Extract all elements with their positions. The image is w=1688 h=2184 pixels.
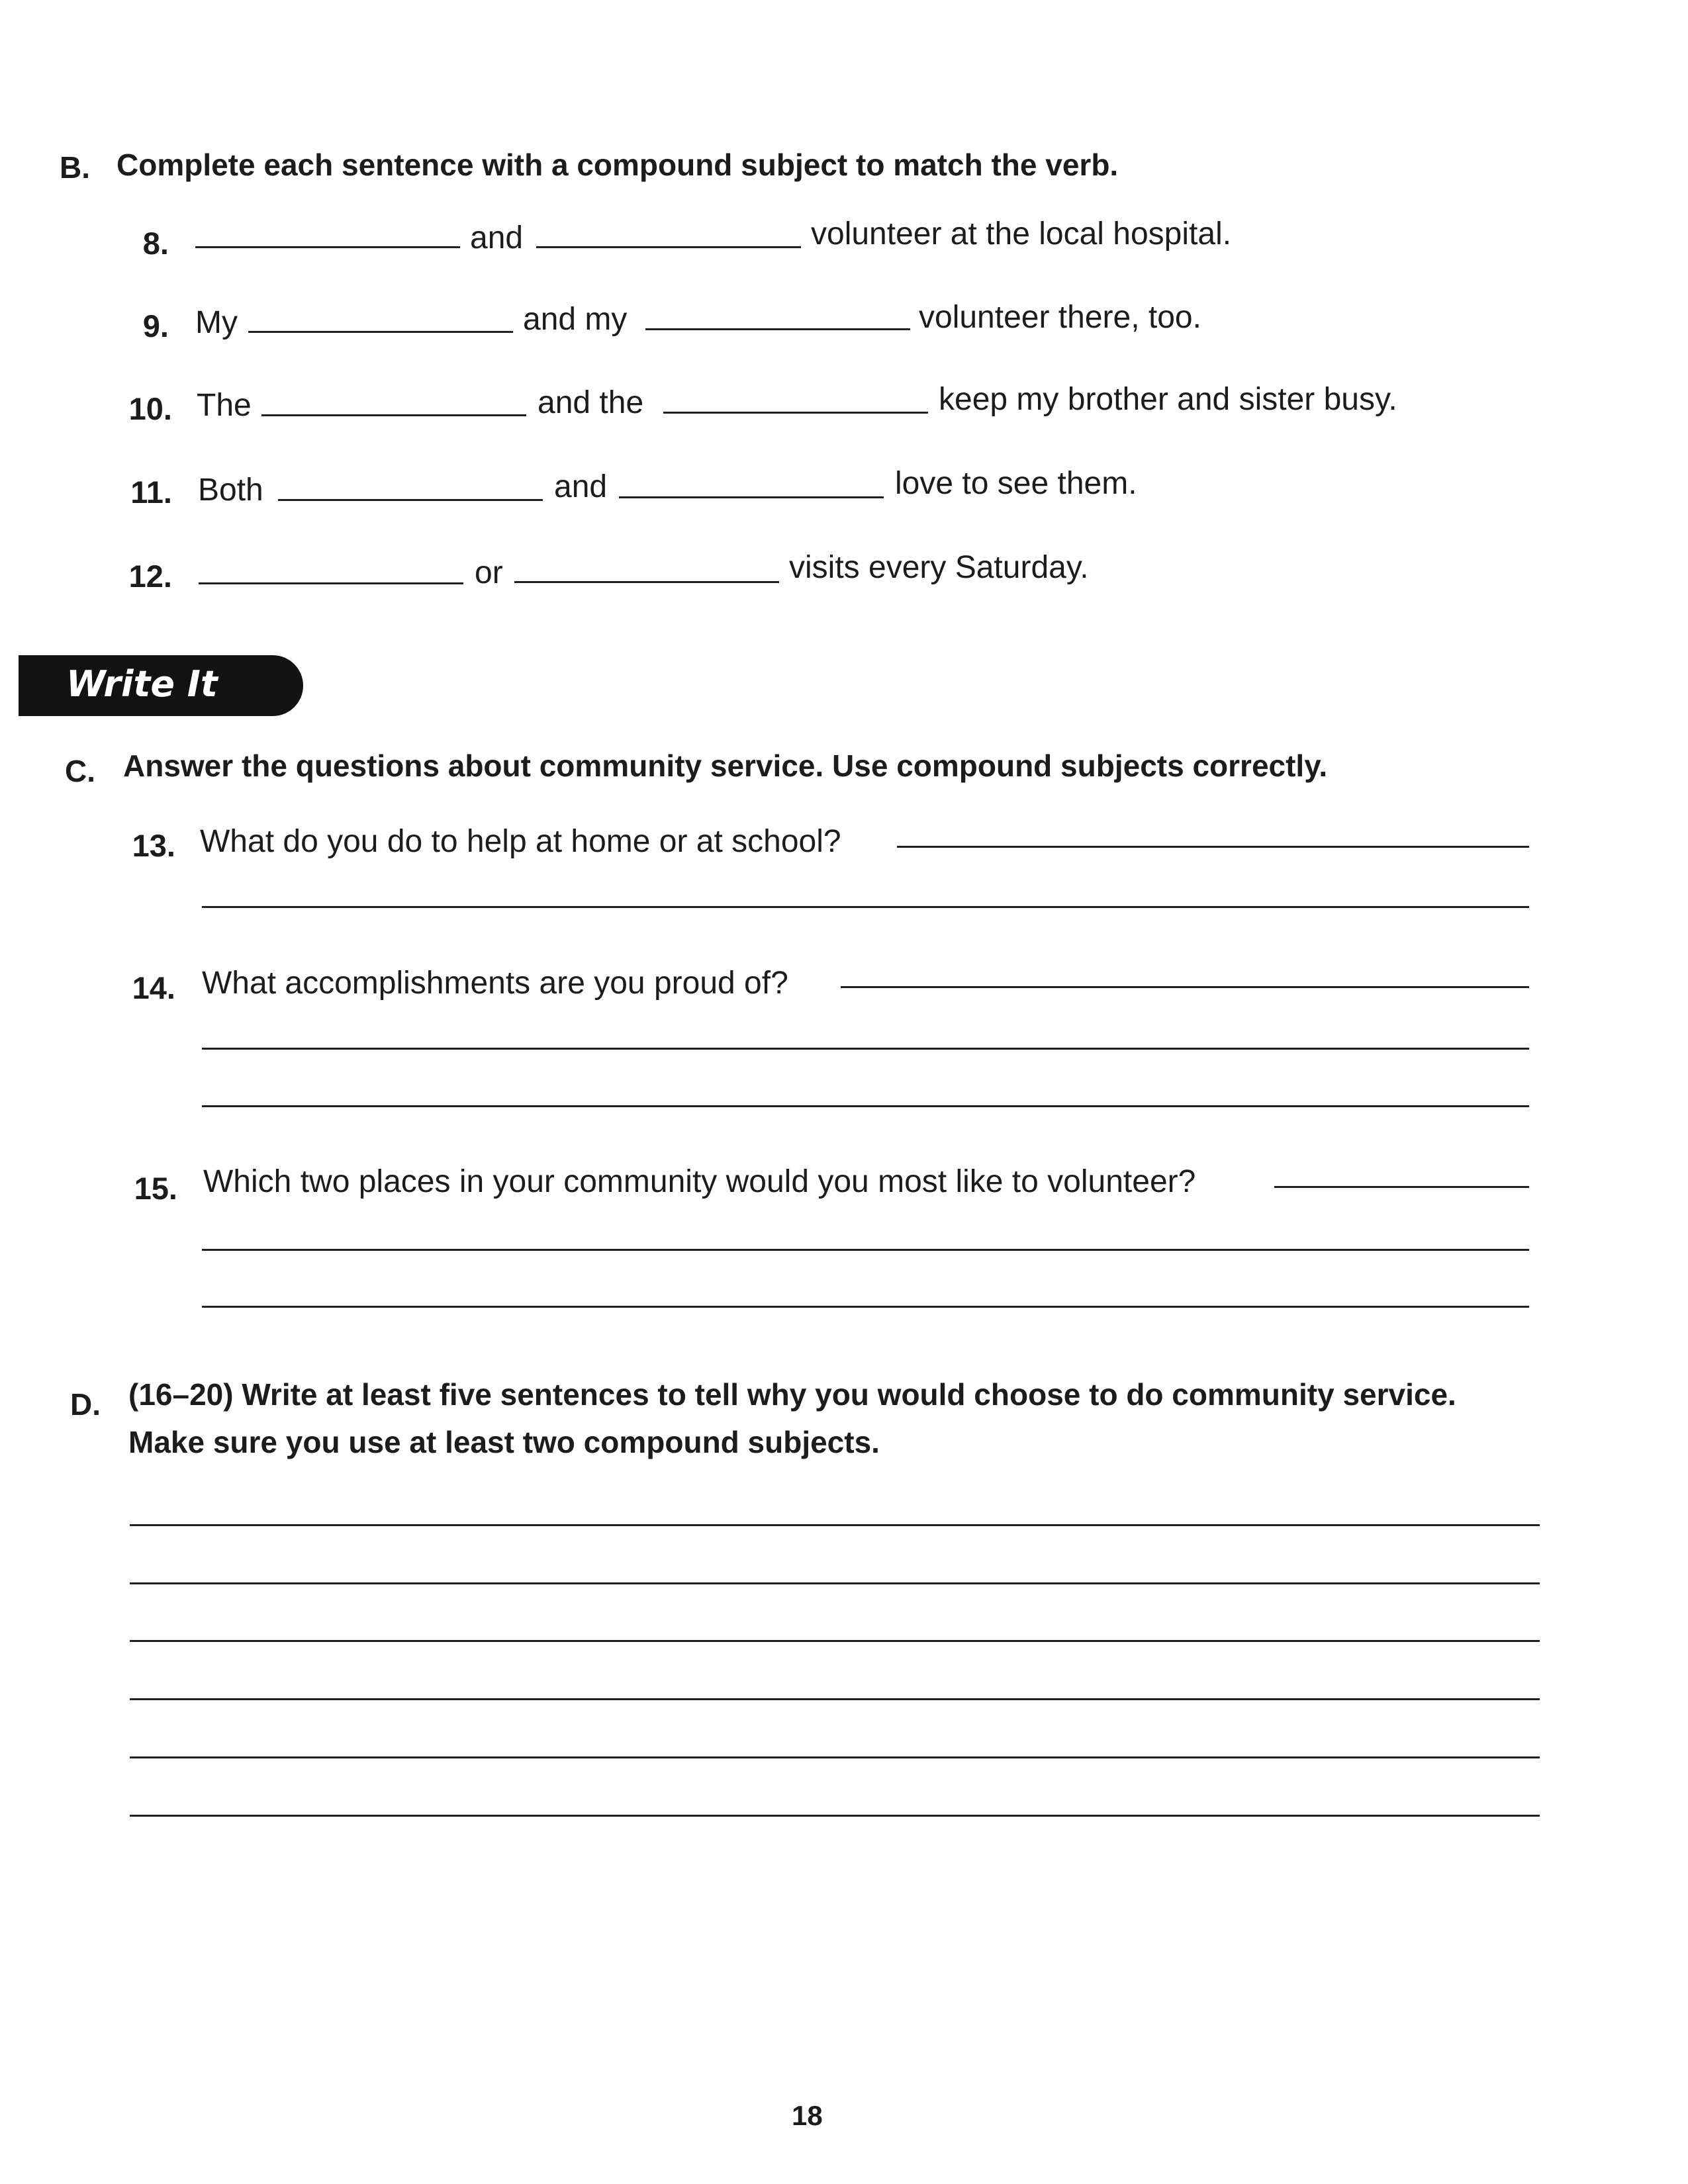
item-10-connector: and the — [538, 385, 644, 420]
question-15-answer-line-2[interactable] — [202, 1249, 1529, 1251]
section-d-letter: D. — [70, 1387, 101, 1422]
item-12-connector: or — [475, 555, 503, 590]
item-8-ending: volunteer at the local hospital. — [811, 216, 1232, 251]
item-11-prefix: Both — [198, 473, 263, 508]
writing-line-4[interactable] — [130, 1698, 1540, 1700]
item-11-ending: love to see them. — [895, 466, 1137, 501]
question-15-answer-line-1[interactable] — [1274, 1186, 1529, 1188]
item-8-connector: and — [470, 220, 524, 255]
item-11-number: 11. — [130, 475, 172, 510]
item-12-blank-1[interactable] — [199, 582, 463, 584]
section-c-letter: C. — [65, 754, 95, 788]
item-9-number: 9. — [142, 308, 169, 343]
write-it-label: Write It — [66, 663, 218, 705]
question-13-answer-line-1[interactable] — [897, 846, 1529, 848]
item-10-ending: keep my brother and sister busy. — [939, 382, 1397, 417]
item-8-blank-1[interactable] — [195, 246, 460, 248]
question-14-answer-line-3[interactable] — [202, 1105, 1529, 1107]
writing-line-3[interactable] — [130, 1640, 1540, 1642]
section-d-instruction-line-1: (16–20) Write at least five sentences to tell why you would choose to do community service. — [128, 1377, 1456, 1412]
section-c-instruction: Answer the questions about community service. Use compound subjects correctly. — [123, 749, 1328, 783]
item-9-prefix: My — [195, 305, 238, 340]
question-13-text: What do you do to help at home or at school? — [200, 824, 841, 859]
question-15-answer-line-3[interactable] — [202, 1306, 1529, 1308]
write-it-banner — [19, 655, 303, 716]
section-d-instruction-line-2: Make sure you use at least two compound subjects. — [128, 1425, 880, 1459]
writing-line-5[interactable] — [130, 1756, 1540, 1758]
question-14-answer-line-1[interactable] — [841, 986, 1529, 988]
item-11-blank-1[interactable] — [278, 499, 543, 501]
item-10-number: 10. — [128, 391, 172, 426]
item-12-number: 12. — [128, 559, 172, 594]
writing-line-6[interactable] — [130, 1815, 1540, 1817]
item-9-blank-2[interactable] — [645, 328, 910, 330]
question-15-number: 15. — [134, 1171, 177, 1206]
section-b-letter: B. — [60, 150, 90, 185]
item-10-blank-1[interactable] — [261, 414, 526, 416]
item-12-ending: visits every Saturday. — [789, 550, 1089, 585]
question-14-number: 14. — [132, 970, 175, 1005]
writing-line-1[interactable] — [130, 1524, 1540, 1526]
item-9-connector: and my — [523, 302, 628, 337]
item-11-connector: and — [554, 469, 608, 504]
item-9-ending: volunteer there, too. — [919, 300, 1201, 335]
item-8-number: 8. — [142, 226, 169, 261]
item-10-blank-2[interactable] — [663, 412, 928, 414]
question-14-answer-line-2[interactable] — [202, 1048, 1529, 1050]
question-13-number: 13. — [132, 828, 175, 863]
section-b-instruction: Complete each sentence with a compound subject to match the verb. — [117, 148, 1119, 182]
writing-line-2[interactable] — [130, 1582, 1540, 1584]
item-9-blank-1[interactable] — [248, 331, 513, 333]
question-15-text: Which two places in your community would you most like to volunteer? — [203, 1164, 1196, 1199]
page-number: 18 — [792, 2100, 823, 2131]
item-12-blank-2[interactable] — [514, 581, 779, 583]
item-8-blank-2[interactable] — [536, 246, 801, 248]
question-13-answer-line-2[interactable] — [202, 906, 1529, 908]
item-11-blank-2[interactable] — [619, 496, 884, 498]
question-14-text: What accomplishments are you proud of? — [202, 966, 788, 1001]
item-10-prefix: The — [197, 388, 252, 423]
